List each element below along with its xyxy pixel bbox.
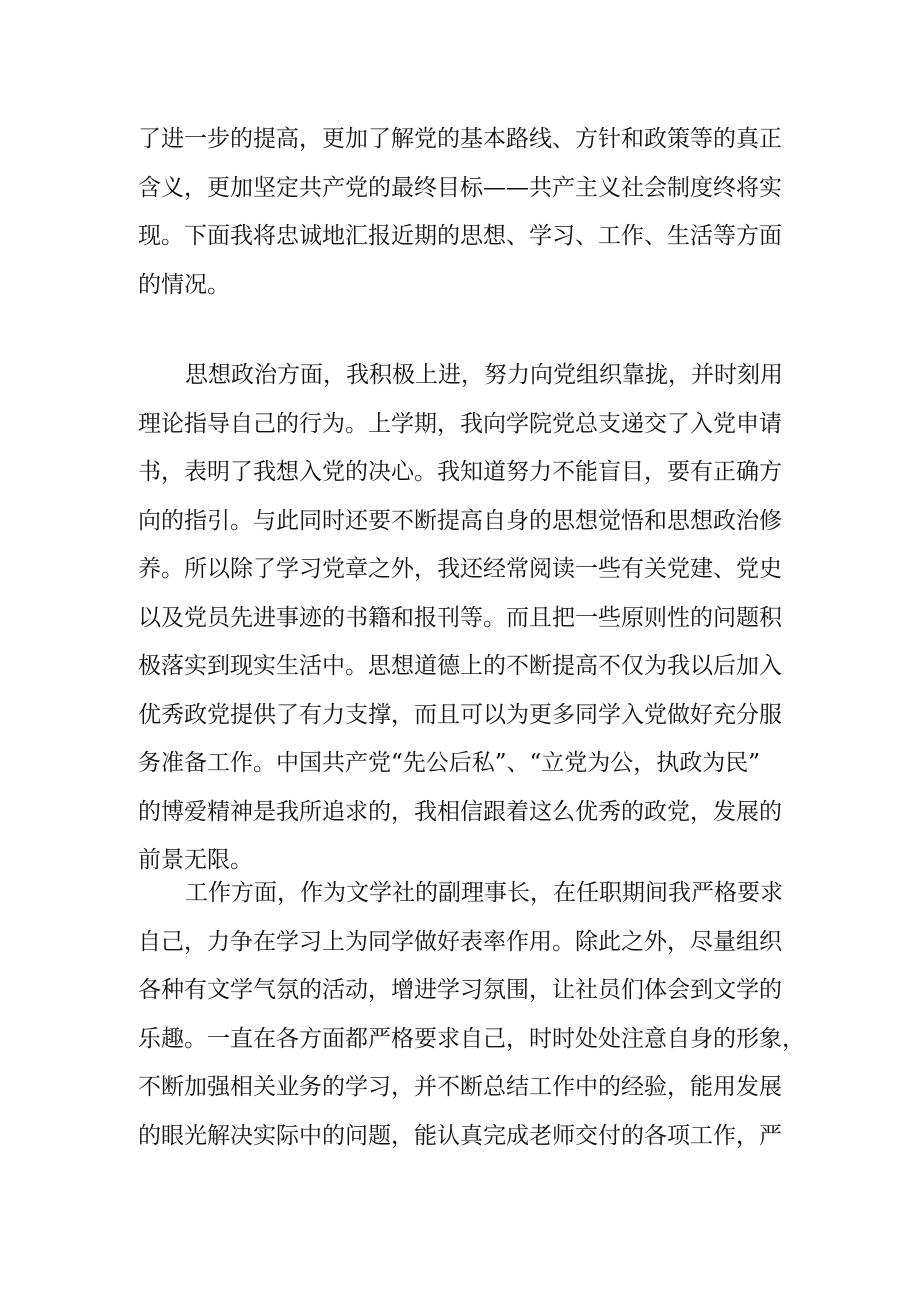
text-line: 不断加强相关业务的学习，并不断总结工作中的经验，能用发展 <box>138 1074 782 1100</box>
text-line: 优秀政党提供了有力支撑，而且可以为更多同学入党做好充分服 <box>138 701 782 728</box>
text-line: 以及党员先进事迹的书籍和报刊等。而且把一些原则性的问题积 <box>138 604 782 631</box>
text-line: 理论指导自己的行为。上学期，我向学院党总支递交了入党申请 <box>138 410 782 437</box>
text-line: 思想政治方面，我积极上进，努力向党组织靠拢，并时刻用 <box>185 362 783 388</box>
text-line: 极落实到现实生活中。思想道德上的不断提高不仅为我以后加入 <box>138 653 782 679</box>
text-line: 各种有文学气氛的活动，增进学习氛围，让社员们体会到文学的 <box>138 977 782 1003</box>
text-line: 的博爱精神是我所追求的，我相信跟着这么优秀的政党，发展的 <box>138 798 782 825</box>
text-line: 乐趣。一直在各方面都严格要求自己，时时处处注意自身的形象， <box>138 1025 805 1052</box>
paragraph-intro <box>138 115 798 309</box>
text-line: 务准备工作。中国共产党“先公后私”、“立党为公，执政为民” <box>138 750 761 776</box>
text-line: 自己，力争在学习上为同学做好表率作用。除此之外，尽量组织 <box>138 928 782 955</box>
text-line: 前景无限。 <box>138 847 253 873</box>
text-line: 工作方面，作为文学社的副理事长，在任职期间我严格要求 <box>185 880 783 906</box>
text-line: 了进一步的提高，更加了解党的基本路线、方针和政策等的真正 <box>138 126 782 152</box>
text-line: 书，表明了我想入党的决心。我知道努力不能盲目，要有正确方 <box>138 459 782 485</box>
text-line: 向的指引。与此同时还要不断提高自身的思想觉悟和思想政治修 <box>138 507 782 534</box>
paragraph-ideology <box>138 351 798 885</box>
text-line: 的眼光解决实际中的问题，能认真完成老师交付的各项工作，严 <box>138 1122 782 1149</box>
text-line: 养。所以除了学习党章之外，我还经常阅读一些有关党建、党史 <box>138 556 782 582</box>
text-line: 含义，更加坚定共产党的最终目标——共产主义社会制度终将实 <box>138 174 782 201</box>
text-line: 现。下面我将忠诚地汇报近期的思想、学习、工作、生活等方面 <box>138 223 782 249</box>
paragraph-work <box>138 869 805 1160</box>
text-line: 的情况。 <box>138 271 230 298</box>
